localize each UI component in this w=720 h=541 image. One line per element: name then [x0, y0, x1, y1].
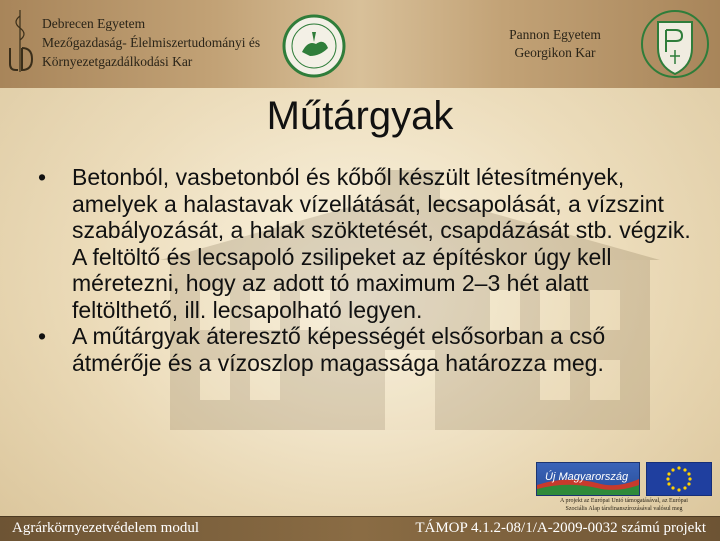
- georgikon-shield-logo: [640, 8, 710, 82]
- bullet-marker: •: [38, 323, 47, 349]
- um-logo-text: Új Magyarország: [545, 471, 629, 483]
- footer-project-id: TÁMOP 4.1.2-08/1/A-2009-0032 számú projekt: [415, 520, 706, 536]
- debrecen-university-name: [42, 14, 282, 71]
- footer-band: [0, 516, 720, 541]
- header-left-line-3: Környezetgazdálkodási Kar: [42, 54, 193, 69]
- debrecen-university-logo: [6, 8, 34, 74]
- header-left-line-1: Debrecen Egyetem: [42, 16, 146, 31]
- header-right-line-1: Pannon Egyetem: [509, 27, 601, 42]
- header-band: [0, 0, 720, 88]
- eu-caption-line-1: A projekt az Európai Unió támogatásával, az Európai: [560, 498, 688, 504]
- bullet-item: [38, 323, 698, 376]
- eu-caption-line-2: Szociális Alap társfinanszírozásával valósul meg: [565, 506, 683, 512]
- pannon-university-name: [500, 26, 610, 62]
- slide-title: Műtárgyak: [266, 94, 454, 138]
- eu-flag-icon: [646, 462, 712, 496]
- bullet-list: [38, 164, 698, 376]
- header-right-line-2: Georgikon Kar: [514, 45, 596, 60]
- eu-funding-caption: [536, 497, 712, 513]
- bullet-text: Betonból, vasbetonból és kőből készült létesítmények, amelyek a halastavak vízellátását, lecsapolását, a vízszint szabályozását, a halak szöktetését, csapdázását stb. végzik. A feltöltő és lecsapoló zsilipeket az építéskor úgy kell méretezni, hogy az adott tó maximum 2–3 hét alatt feltölthető, ill. lecsapolható legyen.: [72, 164, 691, 323]
- header-left-line-2: Mezőgazdaság- Élelmiszertudományi és: [42, 35, 261, 50]
- bullet-marker: •: [38, 164, 47, 190]
- faculty-round-seal-logo: [282, 14, 346, 78]
- eu-funding-logos: [536, 462, 712, 518]
- bullet-text: A műtárgyak áteresztő képességét elsősorban a cső átmérője és a vízoszlop magassága határozza meg.: [72, 323, 606, 376]
- footer-module-name: Agrárkörnyezetvédelem modul: [12, 520, 200, 536]
- uj-magyarorszag-logo: [536, 462, 640, 496]
- bullet-item: [38, 164, 698, 323]
